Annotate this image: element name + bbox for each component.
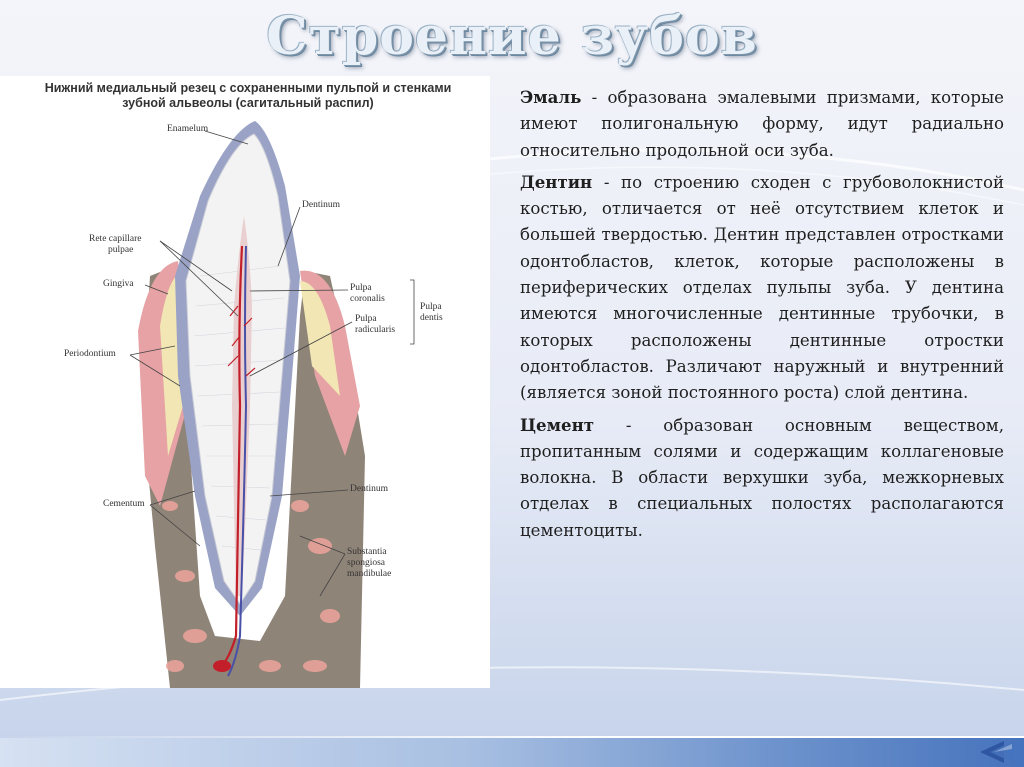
tooth-diagram-figure xyxy=(0,76,490,688)
figure-caption-line-1: Нижний медиальный резец с сохраненными пульпой и стенками xyxy=(44,81,452,95)
label-pulpa-coronalis-1: Pulpa xyxy=(350,283,372,293)
label-pulpa-radicularis-1: Pulpa xyxy=(355,314,377,324)
label-dentinum-top: Dentinum xyxy=(302,200,340,210)
label-gingiva: Gingiva xyxy=(103,279,134,289)
dentin-paragraph xyxy=(520,169,1004,407)
label-pulpa-coronalis-2: coronalis xyxy=(350,294,385,304)
label-enamelum: Enamelum xyxy=(167,124,209,134)
tooth-section-illustration xyxy=(0,76,490,688)
label-pulpa-dentis-2: dentis xyxy=(420,313,443,323)
enamel-paragraph xyxy=(520,84,1004,164)
label-substantia-1: Substantia xyxy=(347,547,387,557)
enamel-term: Эмаль xyxy=(520,87,582,107)
label-rete-capillare: Rete capillare xyxy=(89,234,142,244)
dentin-term: Дентин xyxy=(520,171,593,192)
next-slide-arrow-icon xyxy=(974,739,1018,766)
label-periodontium: Periodontium xyxy=(64,349,116,359)
label-pulpae: pulpae xyxy=(108,245,134,255)
label-substantia-3: mandibulae xyxy=(347,569,392,579)
apex-vessel xyxy=(213,660,231,672)
cement-description: - образован основным веществом, пропитанным солями и содержащим коллагеновые волокна. В области верхушки зуба, межкорневых отделах в специальных полостях располагаются цементоциты. xyxy=(520,415,1004,540)
enamel-description: - образована эмалевыми призмами, которые имеют полигональную форму, идут радиально относительно продольной оси зуба. xyxy=(520,88,1004,160)
cement-paragraph xyxy=(520,412,1004,544)
label-dentinum-bottom: Dentinum xyxy=(350,484,388,494)
figure-caption-line-2: зубной альвеолы (сагитальный распил) xyxy=(122,96,374,110)
label-pulpa-dentis-1: Pulpa xyxy=(420,302,442,312)
label-cementum: Cementum xyxy=(103,499,145,509)
footer-bar xyxy=(0,738,1024,767)
cement-term: Цемент xyxy=(520,414,594,435)
label-pulpa-radicularis-2: radicularis xyxy=(355,325,396,335)
slide-title: Строение зубов xyxy=(266,6,758,67)
description-text xyxy=(520,84,1004,549)
next-slide-button[interactable] xyxy=(974,739,1018,766)
label-substantia-2: spongiosa xyxy=(347,558,385,568)
dentin-description: - по строению сходен с грубоволокнистой костью, отличается от неё отсутствием клеток и большей твердостью. Дентин представлен отростками одонтобластов, клеток, которые расположены в периферических отделах пульпы зуба. У дентина имеются многочисленные дентинные трубочки, в которых расположены дентинные отростки одонтобластов. Различают наружный и внутренний (является зоной постоянного роста) слой дентина. xyxy=(520,172,1004,403)
